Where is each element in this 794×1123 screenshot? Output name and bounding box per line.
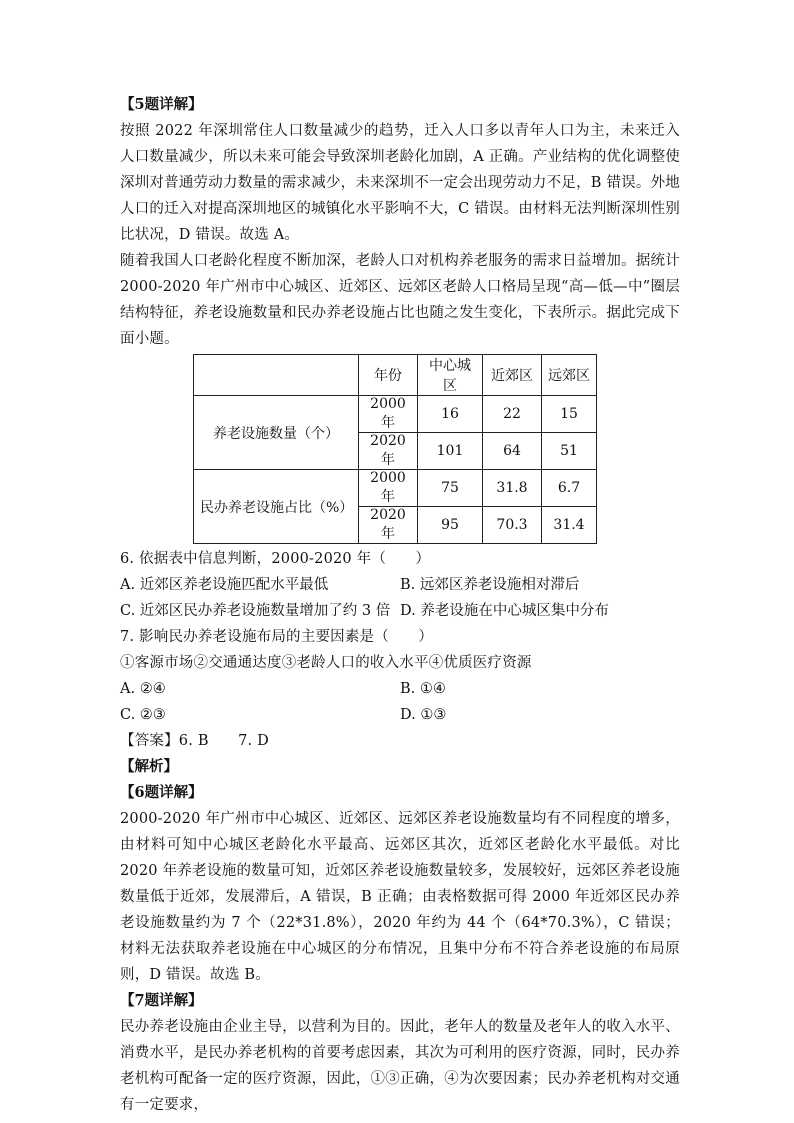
q7-option-b: B. ①④ <box>400 681 446 697</box>
table-row-label: 养老设施数量（个） <box>194 396 359 470</box>
q6-heading: 【6题详解】 <box>120 784 203 801</box>
table-cell: 101 <box>418 433 483 470</box>
table-header-row <box>194 355 597 396</box>
table-cell: 2020 年 <box>359 433 418 470</box>
table-cell: 2020 年 <box>359 507 418 544</box>
document-page <box>120 92 680 1118</box>
q6-options-row <box>120 572 680 598</box>
q7-stem: 7. 影响民办养老设施布局的主要因素是（ ） <box>120 629 434 645</box>
table-cell: 2000 年 <box>359 396 418 433</box>
analysis-heading: 【解析】 <box>120 758 178 775</box>
table-row <box>194 396 597 433</box>
answer-line: 【答案】6. B 7. D <box>120 733 269 749</box>
q6-option-b: B. 远郊区养老设施相对滞后 <box>400 577 580 593</box>
q6-explanation: 2000-2020 年广州市中心城区、近郊区、远郊区养老设施数量均有不同程度的增多，由材料可知中心城区老龄化水平最高、远郊区其次，近郊区老龄化水平最低。对比 2020 年养老设施的数量可知，近郊区养老设施数量较多，发展较好，远郊区养老设施数量低于近郊，发展滞后，A 错误，B 正确；由表格数据可得 2000 年近郊区民办养老设施数量约为 7 个（22*31.8%），2020 年约为 44 个（64*70.3%），C 错误；材料无法获取养老设施在中心城区的分布情况，且集中分布不符合养老设施的布局原则，D 错误。故选 B。 <box>120 811 680 983</box>
q7-explanation: 民办养老设施由企业主导，以营利为目的。因此，老年人的数量及老年人的收入水平、消费水平，是民办养老机构的首要考虑因素，其次为可利用的医疗资源，同时，民办养老机构可配备一定的医疗资源，因此，①③正确，④为次要因素；民办养老机构对交通有一定要求， <box>120 1019 680 1113</box>
q7-option-d: D. ①③ <box>400 707 447 723</box>
q5-explanation: 按照 2022 年深圳常住人口数量减少的趋势，迁入人口多以青年人口为主，未来迁入人口数量减少，所以未来可能会导致深圳老龄化加剧，A 正确。产业结构的优化调整使深圳对普通劳动力数量的需求减少，未来深圳不一定会出现劳动力不足，B 错误。外地人口的迁入对提高深圳地区的城镇化水平影响不大，C 错误。由材料无法判断深圳性别比状况，D 错误。故选 A。 <box>120 123 681 243</box>
table-cell: 64 <box>483 433 542 470</box>
table-cell: 31.4 <box>542 507 597 544</box>
table-header-cell: 远郊区 <box>542 355 597 396</box>
table-row <box>194 470 597 507</box>
q6-option-c: C. 近郊区民办养老设施数量增加了约 3 倍 <box>120 603 391 619</box>
table-cell: 15 <box>542 396 597 433</box>
table-cell: 16 <box>418 396 483 433</box>
table-cell: 70.3 <box>483 507 542 544</box>
table-cell: 31.8 <box>483 470 542 507</box>
table-header-cell: 近郊区 <box>483 355 542 396</box>
q7-option-c: C. ②③ <box>120 707 166 723</box>
table-header-cell: 中心城区 <box>418 355 483 396</box>
q6-options-row <box>120 598 680 624</box>
q7-options-row <box>120 702 680 728</box>
table-cell: 22 <box>483 396 542 433</box>
data-table <box>193 354 597 544</box>
q7-options-row <box>120 676 680 702</box>
q5-heading: 【5题详解】 <box>120 96 203 113</box>
q7-option-a: A. ②④ <box>120 681 166 697</box>
table-row-label: 民办养老设施占比（%） <box>194 470 359 544</box>
q6-option-d: D. 养老设施在中心城区集中分布 <box>400 603 609 619</box>
question-intro: 随着我国人口老龄化程度不断加深，老龄人口对机构养老服务的需求日益增加。据统计 2000-2020 年广州市中心城区、近郊区、远郊区老龄人口格局呈现“高—低—中”圈层结构特征，养老设施数量和民办养老设施占比也随之发生变化，下表所示。据此完成下面小题。 <box>120 253 680 347</box>
table-cell: 51 <box>542 433 597 470</box>
q7-items: ①客源市场②交通通达度③老龄人口的收入水平④优质医疗资源 <box>120 655 532 671</box>
q6-stem: 6. 依据表中信息判断，2000-2020 年（ ） <box>120 551 431 567</box>
q6-option-a: A. 近郊区养老设施匹配水平最低 <box>120 577 329 593</box>
q7-heading: 【7题详解】 <box>120 992 203 1009</box>
table-cell: 6.7 <box>542 470 597 507</box>
table-cell: 95 <box>418 507 483 544</box>
table-header-cell <box>194 355 359 396</box>
table-header-cell: 年份 <box>359 355 418 396</box>
table-cell: 2000 年 <box>359 470 418 507</box>
table-cell: 75 <box>418 470 483 507</box>
